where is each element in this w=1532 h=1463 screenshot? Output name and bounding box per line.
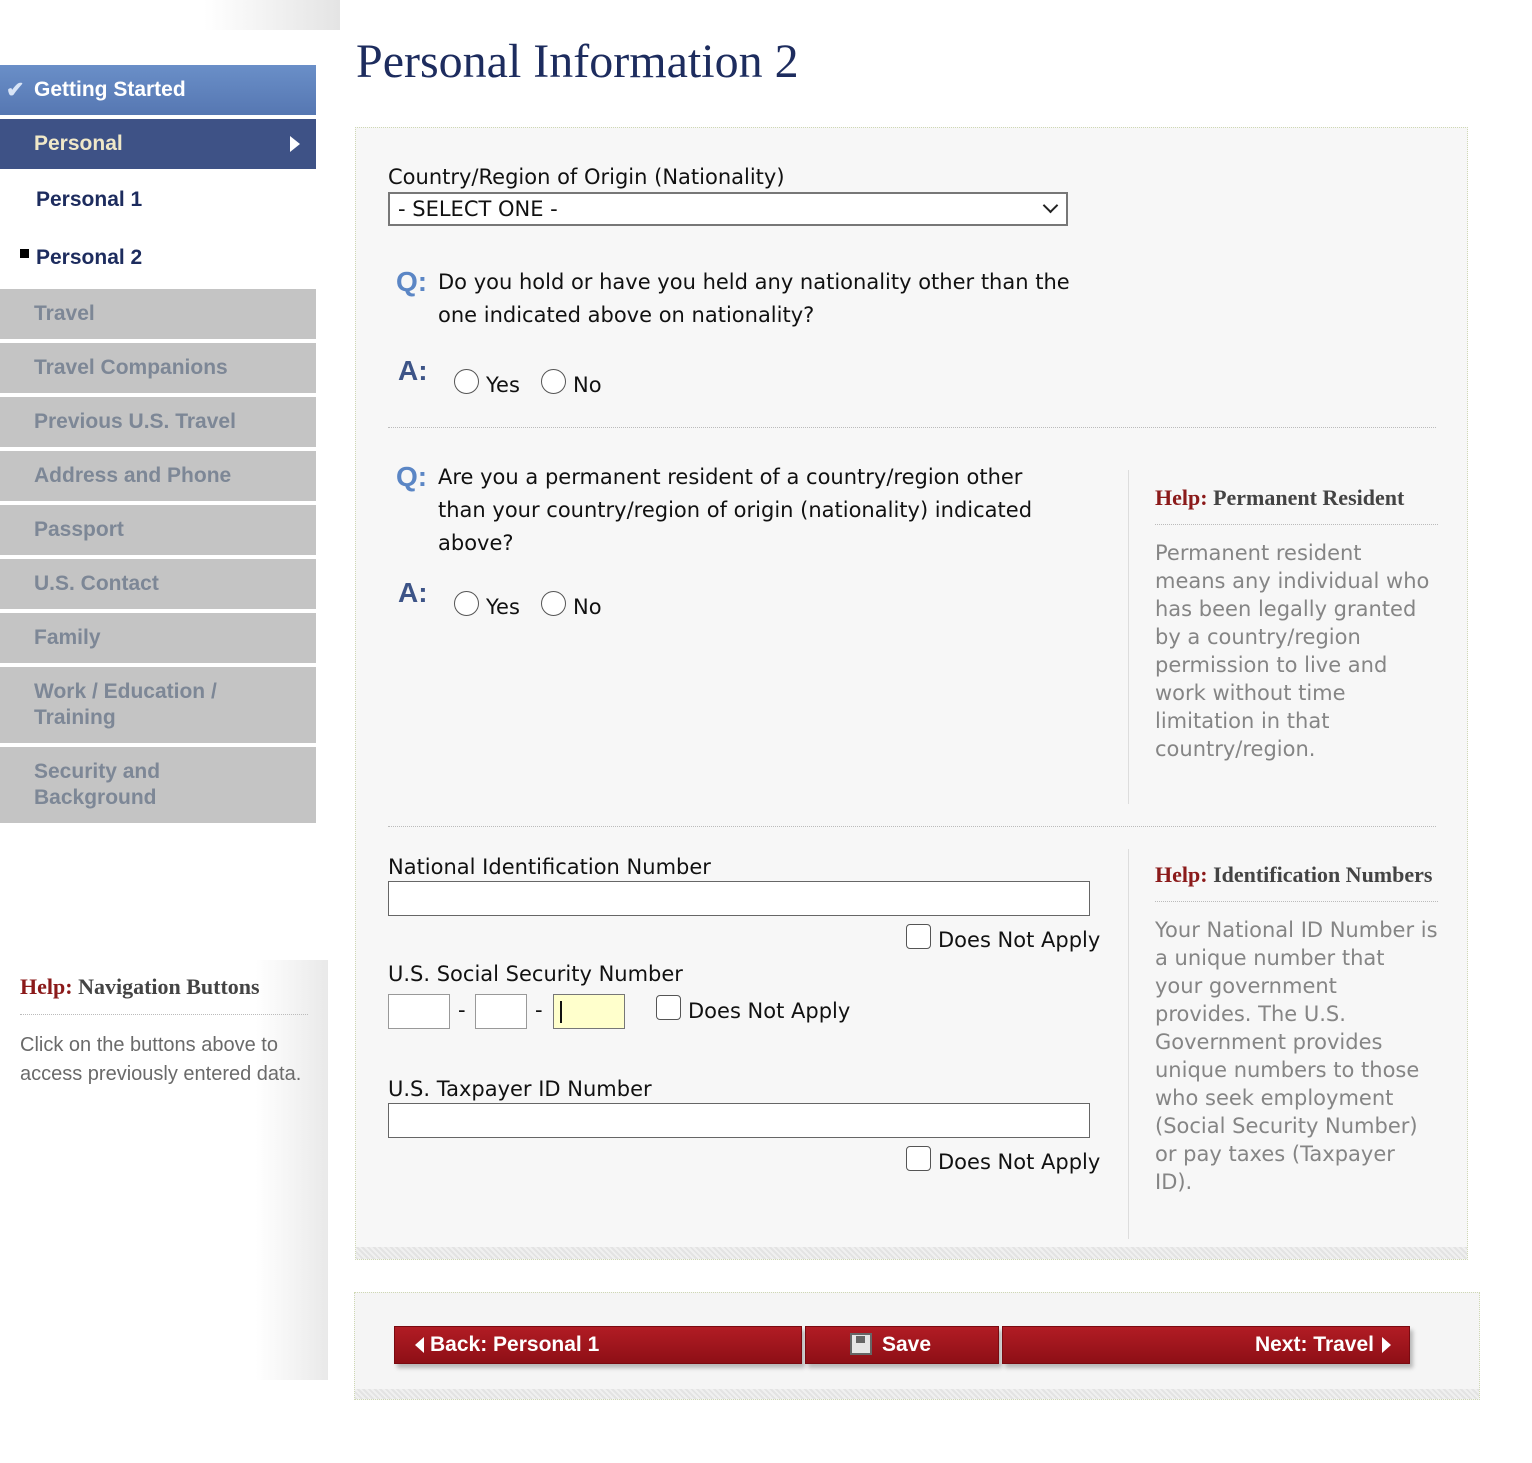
back-button-label: Back: Personal 1: [430, 1333, 600, 1356]
question-line: one indicated above on nationality?: [438, 303, 815, 327]
sidebar-item-security-background[interactable]: [0, 747, 316, 823]
sidebar-item-label: Personal 1: [36, 188, 143, 211]
floppy-disk-icon: [850, 1333, 872, 1355]
help-title: Navigation Buttons: [78, 974, 260, 999]
sidebar-item-previous-us-travel[interactable]: [0, 397, 316, 447]
taxpayer-id-label: U.S. Taxpayer ID Number: [388, 1077, 652, 1101]
q1-no-label: No: [573, 373, 602, 397]
sidebar-item-personal-1[interactable]: [0, 173, 316, 227]
question-marker: Q:: [396, 461, 428, 492]
sidebar-item-label: Travel Companions: [34, 356, 228, 379]
help-title: Identification Numbers: [1213, 862, 1433, 887]
next-button[interactable]: [1002, 1326, 1410, 1364]
taxpayer-id-input[interactable]: [388, 1103, 1090, 1138]
sidebar-item-label: Work / Education /: [34, 680, 217, 703]
sidebar-item-label: Travel: [34, 302, 95, 325]
question-line: Do you hold or have you held any nationality other than the: [438, 270, 1070, 294]
q1-yes-radio[interactable]: [454, 369, 479, 394]
question-line: Are you a permanent resident of a country/region other: [438, 465, 1023, 489]
nationality-selected-value: - SELECT ONE -: [398, 197, 558, 221]
ssn-part-2-input[interactable]: [475, 994, 527, 1029]
caret-right-icon: [1382, 1337, 1391, 1353]
q2-yes-label: Yes: [486, 595, 520, 619]
sidebar-item-passport[interactable]: [0, 505, 316, 555]
sidebar-item-getting-started[interactable]: [0, 65, 316, 115]
ssn-dna-label: Does Not Apply: [688, 999, 851, 1023]
answer-marker: A:: [398, 577, 428, 608]
help-heading: [20, 974, 308, 1015]
identification-numbers-help: [1128, 849, 1438, 1239]
sidebar-item-us-contact[interactable]: [0, 559, 316, 609]
national-id-input[interactable]: [388, 881, 1090, 916]
answer-marker: A:: [398, 355, 428, 386]
sidebar-item-label: Getting Started: [34, 78, 186, 101]
section-divider: [388, 826, 1436, 827]
caret-right-icon: [290, 136, 300, 152]
q1-yes-label: Yes: [486, 373, 520, 397]
taxpayer-id-dna-label: Does Not Apply: [938, 1150, 1101, 1174]
help-text: Click on the buttons above to access previously entered data.: [20, 1034, 302, 1085]
sidebar-item-label: Personal: [34, 132, 123, 155]
question-line: above?: [438, 531, 514, 555]
sidebar-item-label: Training: [34, 706, 116, 729]
nationality-select[interactable]: [388, 192, 1068, 226]
sidebar-item-travel[interactable]: [0, 289, 316, 339]
sidebar-item-label: Previous U.S. Travel: [34, 410, 236, 433]
question-marker: Q:: [396, 266, 428, 297]
question-line: than your country/region of origin (nationality) indicated: [438, 498, 1033, 522]
save-button[interactable]: [805, 1326, 999, 1364]
sidebar-item-label: Address and Phone: [34, 464, 232, 487]
help-prefix: Help:: [1155, 862, 1208, 887]
sidebar-item-travel-companions[interactable]: [0, 343, 316, 393]
permanent-resident-help: [1128, 470, 1438, 804]
help-text: Your National ID Number is a unique number that your government provides. The U.S. Government provides unique numbers to those who seek employment (Social Security Number) or pay taxes (Taxpayer ID).: [1155, 918, 1438, 1194]
sidebar-item-address-and-phone[interactable]: [0, 451, 316, 501]
sidebar-item-label: Passport: [34, 518, 124, 541]
q1-no-radio[interactable]: [541, 369, 566, 394]
current-marker-icon: [20, 249, 29, 258]
back-button[interactable]: [394, 1326, 802, 1364]
navigation-help-panel: [0, 960, 328, 1380]
q2-no-radio[interactable]: [541, 591, 566, 616]
help-prefix: Help:: [1155, 485, 1208, 510]
nationality-label: Country/Region of Origin (Nationality): [388, 165, 785, 189]
ssn-dash: -: [535, 998, 543, 1022]
section-divider: [388, 427, 1436, 428]
question-2-text: [438, 461, 1118, 560]
sidebar-item-label: Background: [34, 786, 157, 809]
national-id-dna-label: Does Not Apply: [938, 928, 1101, 952]
q2-yes-radio[interactable]: [454, 591, 479, 616]
help-heading: [1155, 849, 1438, 902]
text-caret: [560, 1001, 562, 1023]
sidebar-nav: [0, 65, 316, 827]
caret-left-icon: [415, 1337, 424, 1353]
sidebar-item-personal[interactable]: [0, 119, 316, 169]
national-id-dna-checkbox[interactable]: [906, 924, 931, 949]
ssn-part-1-input[interactable]: [388, 994, 450, 1029]
question-1-text: [438, 266, 1118, 332]
chevron-down-icon: [1043, 198, 1059, 214]
sidebar-item-label: Personal 2: [36, 246, 143, 269]
sidebar-item-personal-2[interactable]: [0, 231, 316, 285]
ssn-dash: -: [458, 998, 466, 1022]
sidebar-item-family[interactable]: [0, 613, 316, 663]
page-title: Personal Information 2: [356, 35, 799, 88]
ssn-label: U.S. Social Security Number: [388, 962, 683, 986]
ssn-dna-checkbox[interactable]: [656, 995, 681, 1020]
sidebar-item-work-education[interactable]: [0, 667, 316, 743]
help-heading: [1155, 470, 1438, 525]
sidebar-item-label: U.S. Contact: [34, 572, 159, 595]
sidebar-item-label: Family: [34, 626, 101, 649]
next-button-label: Next: Travel: [1254, 1333, 1374, 1356]
help-title: Permanent Resident: [1213, 485, 1405, 510]
sidebar-item-label: Security and: [34, 760, 161, 783]
help-text: Permanent resident means any individual who has been legally granted by a country/region permission to live and work without time limitation in that country/region.: [1155, 541, 1430, 761]
save-button-label: Save: [882, 1333, 932, 1356]
ssn-part-3-input[interactable]: [553, 994, 625, 1029]
help-prefix: Help:: [20, 974, 73, 999]
q2-no-label: No: [573, 595, 602, 619]
national-id-label: National Identification Number: [388, 855, 711, 879]
sidebar-top-bar: [0, 0, 340, 30]
checkmark-icon: ✔: [6, 77, 25, 102]
taxpayer-id-dna-checkbox[interactable]: [906, 1146, 931, 1171]
